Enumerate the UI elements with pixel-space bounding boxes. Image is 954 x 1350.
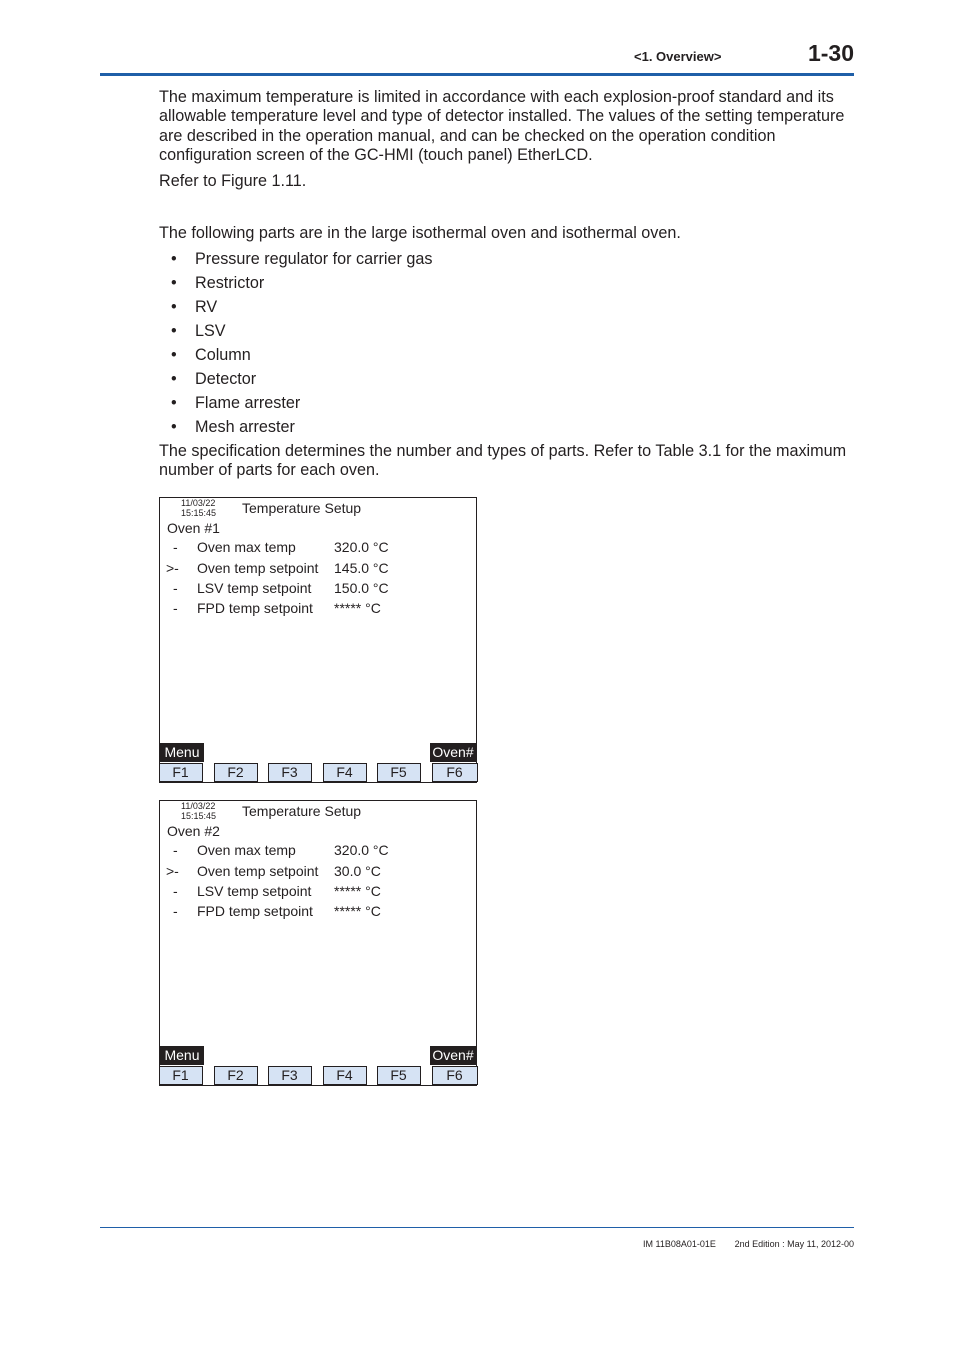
f1-key[interactable]: F1 <box>159 763 203 782</box>
f5-key[interactable]: F5 <box>377 763 421 782</box>
paragraph-figure-ref: Refer to Figure 1.11. <box>159 172 307 190</box>
list-item: • RV <box>171 298 218 316</box>
setting-row-oven-max-temp[interactable]: - Oven max temp 320.0 °C <box>173 539 389 555</box>
menu-button[interactable]: Menu <box>160 743 204 762</box>
f1-key[interactable]: F1 <box>159 1066 203 1085</box>
setting-row-lsv-temp-setpoint[interactable]: - LSV temp setpoint ***** °C <box>173 883 381 899</box>
parts-list <box>171 250 433 442</box>
f4-key[interactable]: F4 <box>323 763 367 782</box>
setting-row-oven-max-temp[interactable]: - Oven max temp 320.0 °C <box>173 842 389 858</box>
footer-rule <box>100 1227 854 1228</box>
temperature-setup-screen-oven-2 <box>159 800 477 1086</box>
setting-row-fpd-temp-setpoint[interactable]: - FPD temp setpoint ***** °C <box>173 903 381 919</box>
datetime: 11/03/22 15:15:45 <box>181 498 217 518</box>
paragraph-specification: The specification determines the number and types of parts. Refer to Table 3.1 for the maximum number of parts for each oven. <box>159 442 847 480</box>
f6-key[interactable]: F6 <box>432 1066 478 1085</box>
page-number: 1-30 <box>807 40 854 66</box>
oven-label: Oven #1 <box>167 520 220 536</box>
list-item: • Column <box>171 346 251 364</box>
cursor-marker: >- <box>166 560 179 576</box>
function-key-bar <box>159 1066 477 1086</box>
list-item: • Restrictor <box>171 274 265 292</box>
list-item: • Pressure regulator for carrier gas <box>171 250 433 268</box>
setting-row-oven-temp-setpoint[interactable]: >- Oven temp setpoint 145.0 °C <box>166 560 389 576</box>
footer-doc-number: IM 11B08A01-01E <box>643 1239 716 1249</box>
cursor-marker: >- <box>166 863 179 879</box>
f2-key[interactable]: F2 <box>214 1066 258 1085</box>
f6-key[interactable]: F6 <box>432 763 478 782</box>
paragraph-parts-intro: The following parts are in the large isothermal oven and isothermal oven. <box>159 224 681 242</box>
datetime: 11/03/22 15:15:45 <box>181 801 217 821</box>
header-rule <box>100 73 854 76</box>
oven-select-button[interactable]: Oven# <box>430 1046 476 1065</box>
menu-button[interactable]: Menu <box>160 1046 204 1065</box>
list-item: • Detector <box>171 370 257 388</box>
f3-key[interactable]: F3 <box>268 763 312 782</box>
f2-key[interactable]: F2 <box>214 763 258 782</box>
setting-row-lsv-temp-setpoint[interactable]: - LSV temp setpoint 150.0 °C <box>173 580 389 596</box>
f5-key[interactable]: F5 <box>377 1066 421 1085</box>
screen-title: Temperature Setup <box>242 803 362 819</box>
temperature-setup-screen-oven-1 <box>159 497 477 783</box>
list-item: • LSV <box>171 322 226 340</box>
paragraph-temperature-limit: The maximum temperature is limited in accordance with each explosion-proof standard and its allowable temperature level and type of detector installed. The values of the setting temperature are described in the operation manual, and can be checked on the operation condition configuration screen of the GC-HMI (touch panel) EtherLCD. <box>159 88 845 165</box>
oven-label: Oven #2 <box>167 823 220 839</box>
f3-key[interactable]: F3 <box>268 1066 312 1085</box>
header-section: <1. Overview> <box>634 49 722 64</box>
list-item: • Mesh arrester <box>171 418 295 436</box>
f4-key[interactable]: F4 <box>323 1066 367 1085</box>
list-item: • Flame arrester <box>171 394 301 412</box>
setting-row-oven-temp-setpoint[interactable]: >- Oven temp setpoint 30.0 °C <box>166 863 381 879</box>
setting-row-fpd-temp-setpoint[interactable]: - FPD temp setpoint ***** °C <box>173 600 381 616</box>
function-key-bar <box>159 763 477 783</box>
oven-select-button[interactable]: Oven# <box>430 743 476 762</box>
footer-edition: 2nd Edition : May 11, 2012-00 <box>734 1239 854 1249</box>
screen-title: Temperature Setup <box>242 500 362 516</box>
